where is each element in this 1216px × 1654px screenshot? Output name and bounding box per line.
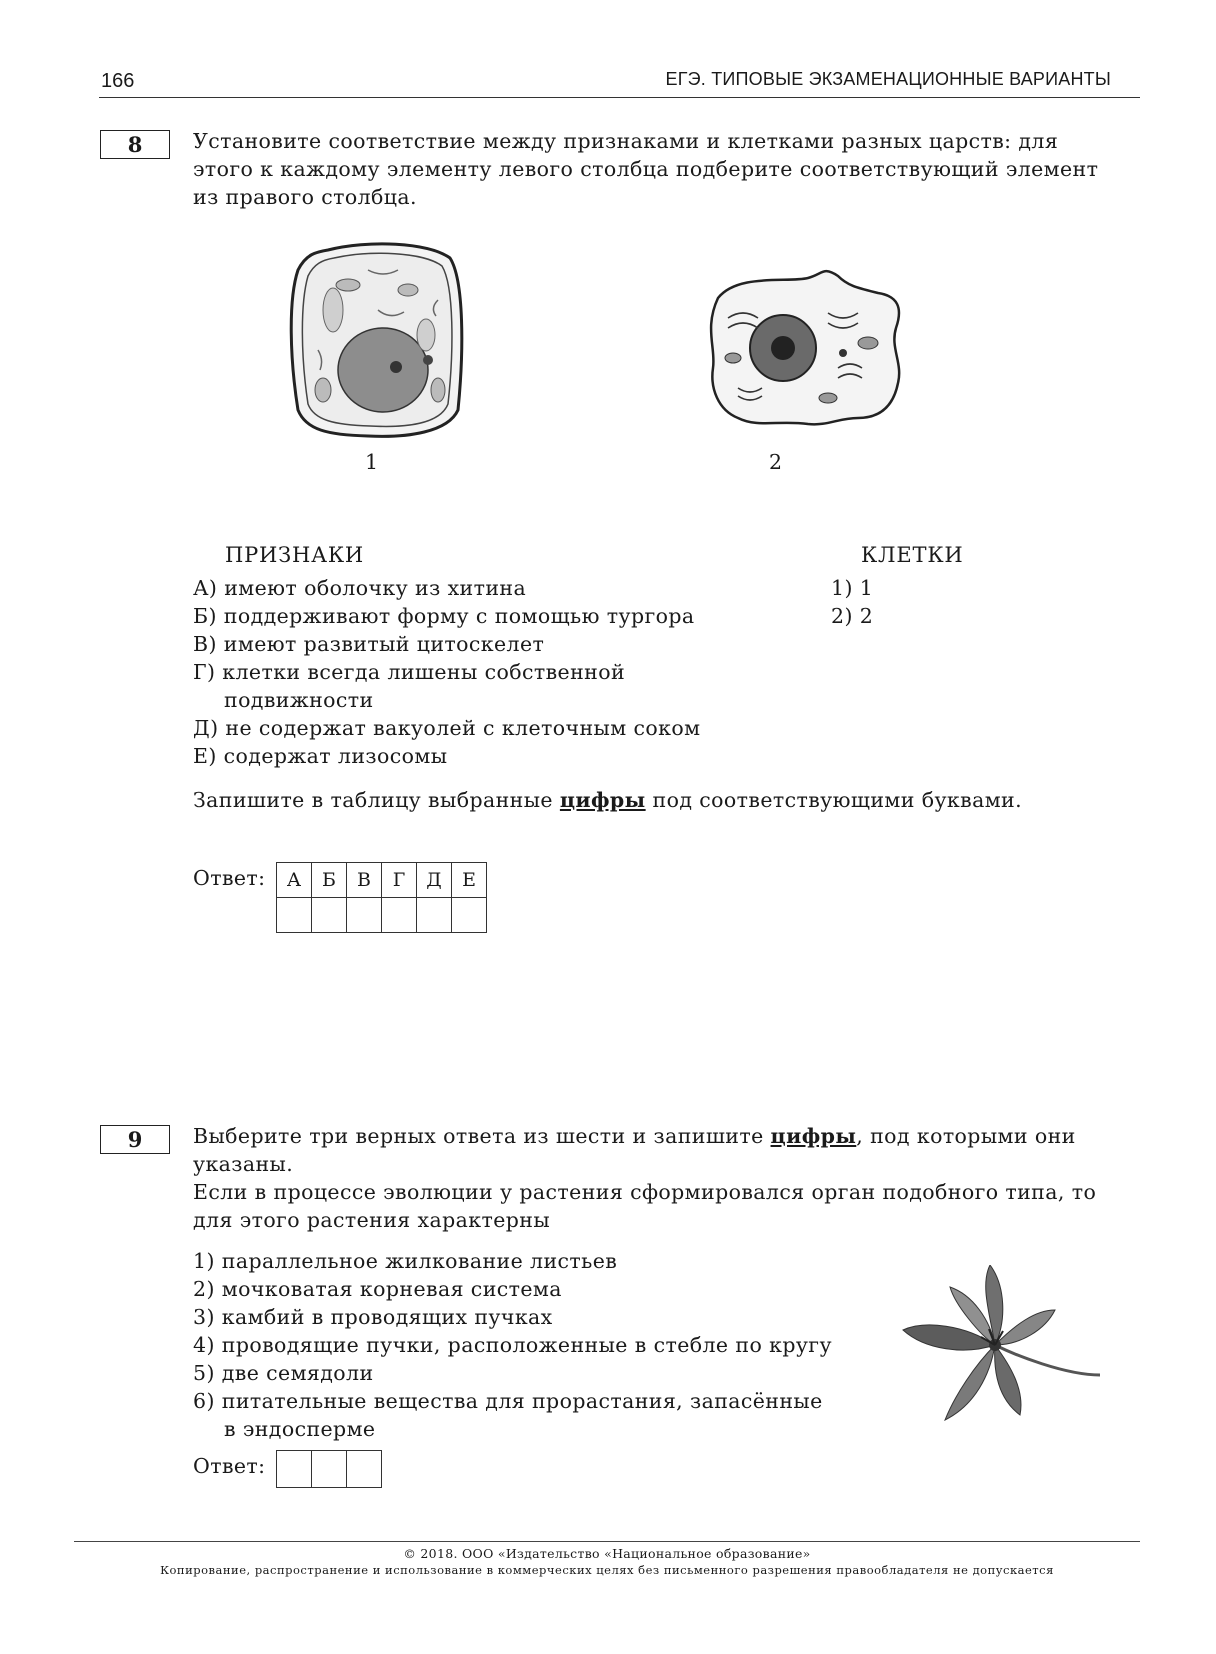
option-1: 1) параллельное жилкование листьев [193,1249,618,1273]
answer-cell-e[interactable] [452,898,487,933]
option-3: 3) камбий в проводящих пучках [193,1305,553,1329]
task-8-answer-table [276,862,487,933]
task-8-answer-label: Ответ: [193,866,266,890]
answer-cell-v[interactable] [347,898,382,933]
option-5: 5) две семядоли [193,1361,374,1385]
answer-box-3[interactable] [347,1451,382,1488]
running-title: ЕГЭ. ТИПОВЫЕ ЭКЗАМЕНАЦИОННЫЕ ВАРИАНТЫ [665,69,1111,89]
feature-d: Д) не содержат вакуолей с клеточным соком [193,716,701,740]
task-9-answer-table [276,1450,382,1488]
cell-option-2: 2) 2 [831,604,874,628]
feature-g-continued: подвижности [224,688,374,712]
answer-cell-d[interactable] [417,898,452,933]
feature-e: Е) содержат лизосомы [193,744,448,768]
option-4: 4) проводящие пучки, расположенные в стебле по кругу [193,1333,832,1357]
answer-col-e: Е [452,863,487,898]
animal-cell-figure [698,268,908,433]
feature-v: В) имеют развитый цитоскелет [193,632,545,656]
cells-heading: КЛЕТКИ [861,543,964,567]
answer-col-a: А [277,863,312,898]
features-heading: ПРИЗНАКИ [225,543,365,567]
task-9-number: 9 [100,1125,170,1154]
feature-a: А) имеют оболочку из хитина [193,576,527,600]
task-8-text: Установите соответствие между признаками и клетками разных царств: для этого к каждому элементу левого столбца подберите соответствующий элемент из правого столбца. [193,129,1099,209]
features-list [193,574,700,770]
task-9-answer-label: Ответ: [193,1454,266,1478]
figure-label-1: 1 [365,450,379,474]
task-9-emphasis: цифры [770,1124,857,1148]
answer-box-2[interactable] [312,1451,347,1488]
task-9-condition: Если в процессе эволюции у растения сформировался орган подобного типа, то для этого растения характерны [193,1180,1097,1232]
answer-col-v: В [347,863,382,898]
answer-box-1[interactable] [277,1451,312,1488]
page-number: 166 [101,70,135,92]
feature-g: Г) клетки всегда лишены собственной [193,660,626,684]
header-rule [99,97,1140,98]
task-8-number: 8 [100,130,170,159]
task-9-text-start: Выберите три верных ответа из шести и запишите [193,1124,771,1148]
lily-flower-image [895,1265,1105,1425]
task-9-text [193,1122,1123,1178]
answer-col-d: Д [417,863,452,898]
footer-notice: Копирование, распространение и использование в коммерческих целях без письменного разрешения правообладателя не допускается [160,1563,1054,1577]
task-9-text-end: , под которыми они указаны. [193,1124,1076,1176]
task-9-options [193,1247,832,1443]
instruction-text-end: под соответствующими буквами. [645,788,1023,812]
answer-col-g: Г [382,863,417,898]
feature-b: Б) поддерживают форму с помощью тургора [193,604,695,628]
instruction-text: Запишите в таблицу выбранные [193,788,560,812]
footer-copyright: © 2018. ООО «Издательство «Национальное образование» [403,1546,811,1561]
instruction-emphasis: цифры [559,788,646,812]
answer-cell-g[interactable] [382,898,417,933]
answer-cell-a[interactable] [277,898,312,933]
task-8-instruction [193,786,1123,814]
cells-list [831,574,873,630]
option-6: 6) питательные вещества для прорастания, запасённые [193,1389,823,1413]
footer-rule [74,1541,1140,1542]
answer-col-b: Б [312,863,347,898]
option-2: 2) мочковатая корневая система [193,1277,562,1301]
answer-cell-b[interactable] [312,898,347,933]
cell-option-1: 1) 1 [831,576,874,600]
plant-cell-figure [288,240,468,445]
figure-label-2: 2 [769,450,783,474]
option-6-continued: в эндосперме [224,1417,376,1441]
